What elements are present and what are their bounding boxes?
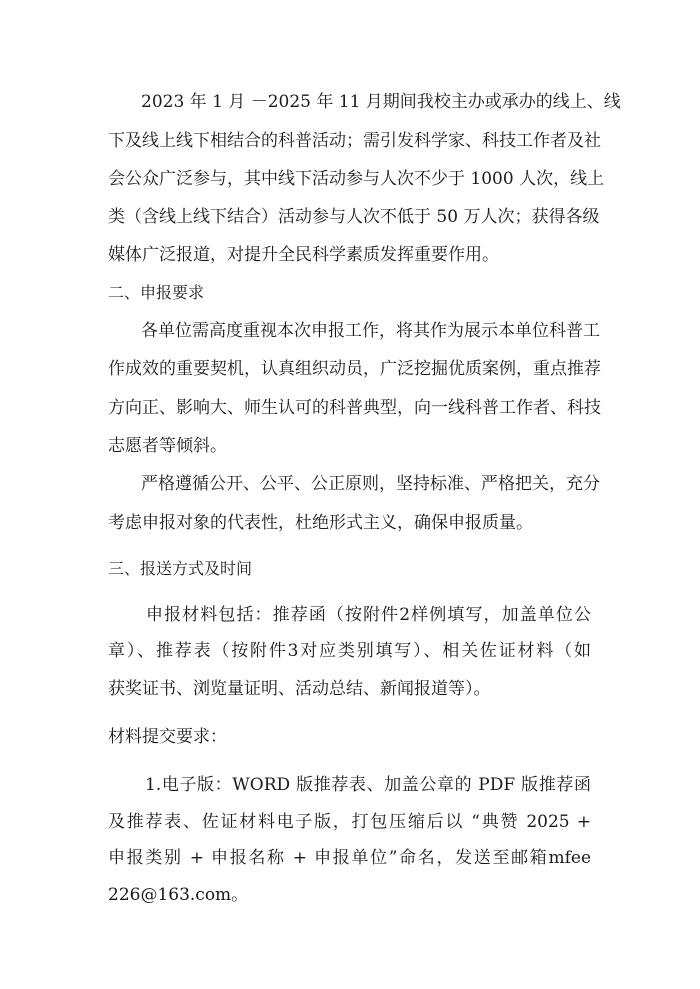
- para5-line-3: 申报类别 + 申报名称 + 申报单位”命名，发送至邮箱mfee: [108, 848, 591, 868]
- para4-line-3: 获奖证书、浏览量证明、活动总结、新闻报道等）。: [108, 679, 491, 699]
- para1-line-2: 下及线上线下相结合的科普活动；需引发科学家、科技工作者及社: [108, 131, 601, 151]
- materials-requirements-label: 材料提交要求：: [108, 727, 227, 747]
- para4-line-2: 章）、推荐表（按附件3对应类别填写）、相关佐证材料（如: [108, 641, 591, 661]
- section3-heading: 三、报送方式及时间: [108, 559, 253, 578]
- para4-line-1: 申报材料包括：推荐函（按附件2样例填写，加盖单位公: [146, 605, 591, 625]
- section2-heading: 二、申报要求: [108, 283, 205, 302]
- para2-line-4: 志愿者等倾斜。: [108, 436, 227, 456]
- para1-line-3: 会公众广泛参与，其中线下活动参与人次不少于 1000 人次，线上: [108, 169, 605, 189]
- para2-line-3: 方向正、影响大、师生认可的科普典型，向一线科普工作者、科技: [108, 398, 601, 418]
- para2-line-2: 作成效的重要契机，认真组织动员，广泛挖掘优质案例，重点推荐: [108, 359, 601, 379]
- para5-line-4: 226@163.com。: [108, 885, 249, 905]
- para5-line-2: 及推荐表、佐证材料电子版，打包压缩后以 “典赞 2025 +: [108, 812, 591, 832]
- para3-line-2: 考虑申报对象的代表性，杜绝形式主义，确保申报质量。: [108, 513, 533, 533]
- para5-line-1: 1.电子版：WORD 版推荐表、加盖公章的 PDF 版推荐函: [145, 775, 591, 795]
- para1-line-1: 2023 年 1 月 －2025 年 11 月期间我校主办或承办的线上、线: [141, 92, 621, 112]
- para2-line-1: 各单位需高度重视本次申报工作，将其作为展示本单位科普工: [141, 321, 600, 341]
- para3-line-1: 严格遵循公开、公平、公正原则，坚持标准、严格把关，充分: [141, 474, 600, 494]
- para1-line-4: 类（含线上线下结合）活动参与人次不低于 50 万人次；获得各级: [108, 207, 600, 227]
- para1-line-5: 媒体广泛报道，对提升全民科学素质发挥重要作用。: [108, 245, 499, 265]
